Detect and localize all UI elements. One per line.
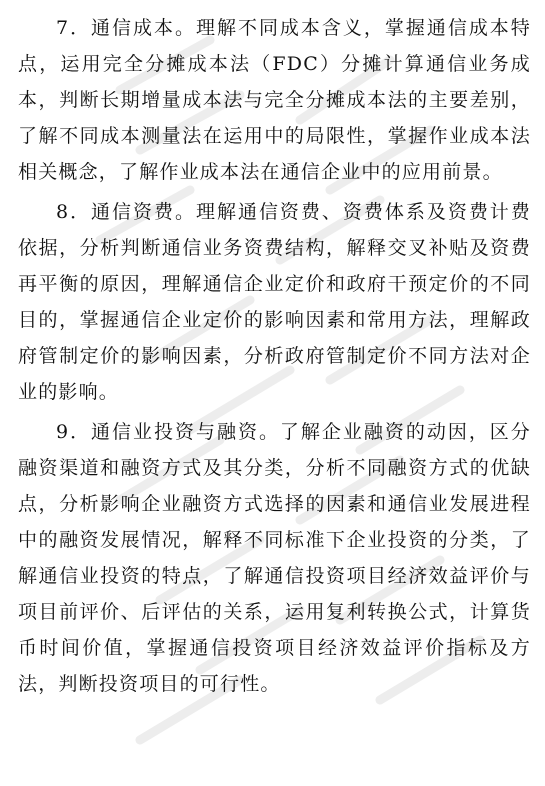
paragraph-communication-cost: 7．通信成本。理解不同成本含义，掌握通信成本特点，运用完全分摊成本法（FDC）分摊计算通信业务成本，判断长期增量成本法与完全分摊成本法的主要差别，了解不同成本测量法在运用中的局限性，掌握作业成本法相关概念，了解作业成本法在通信企业中的应用前景。 — [18, 17, 531, 183]
paragraph-investment-financing: 9．通信业投资与融资。了解企业融资的动因，区分融资渠道和融资方式及其分类，分析不同融资方式的优缺点，分析影响企业融资方式选择的因素和通信业发展进程中的融资发展情况，解释不同标准下企业投资的分类，了解通信业投资的特点，了解通信投资项目经济效益评价与项目前评价、后评估的关系，运用复利转换公式，计算货币时间价值，掌握通信投资项目经济效益评价指标及方法，判断投资项目的可行性。 — [18, 421, 531, 695]
paragraph-communication-tariff: 8．通信资费。理解通信资费、资费体系及资费计费依据，分析判断通信业务资费结构，解释交叉补贴及资费再平衡的原因，理解通信企业定价和政府干预定价的不同目的，掌握通信企业定价的影响因素和常用方法，理解政府管制定价的影响因素，分析政府管制定价不同方法对企业的影响。 — [18, 201, 531, 403]
document-body — [18, 10, 531, 706]
